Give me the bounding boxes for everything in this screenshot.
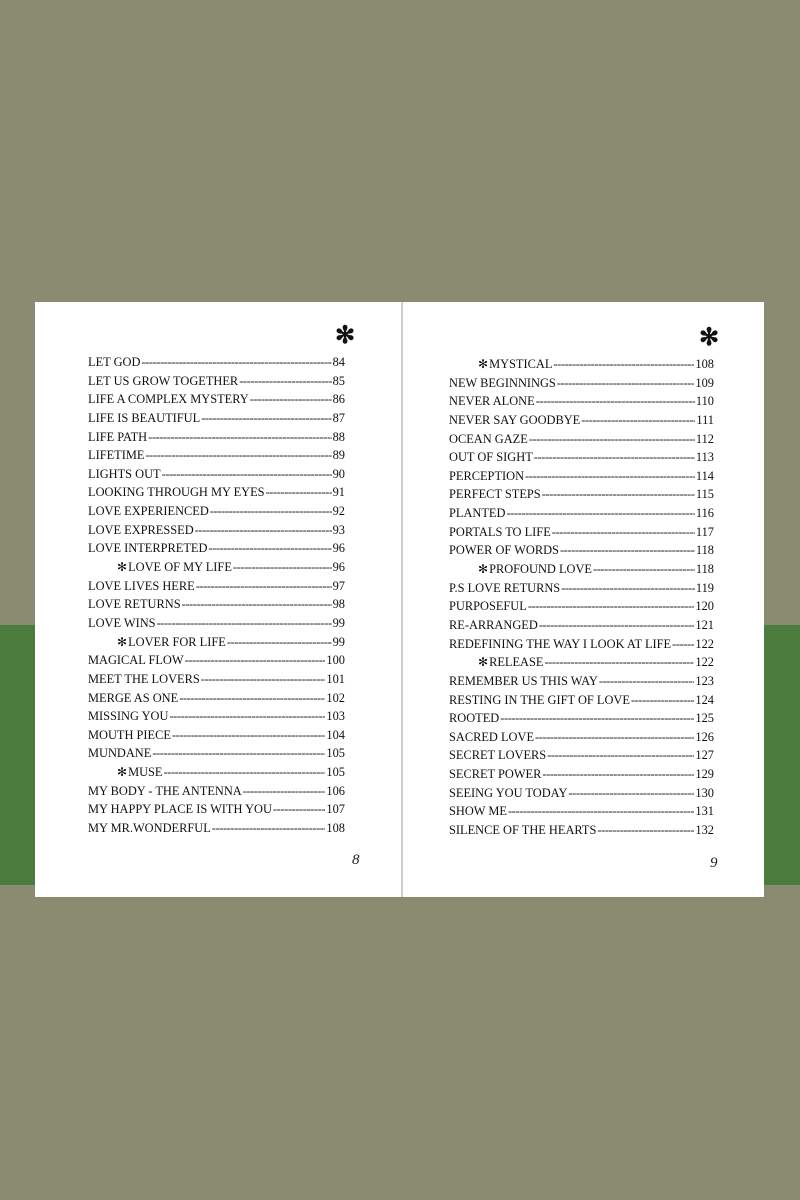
toc-entry-title: MY BODY - THE ANTENNA (88, 783, 242, 798)
toc-entry-page: 98 (332, 597, 345, 612)
dot-leader (172, 728, 325, 743)
toc-entry (88, 560, 345, 579)
toc-entry-title: SECRET POWER (449, 767, 542, 782)
toc-entry (88, 448, 345, 467)
toc-entry-page: 103 (326, 709, 345, 724)
toc-entry (88, 728, 345, 747)
toc-entry-title: MYSTICAL (489, 357, 553, 371)
dot-leader (536, 394, 695, 409)
toc-entry (449, 487, 714, 506)
dot-leader (208, 541, 331, 556)
toc-entry-page: 107 (326, 802, 345, 817)
toc-entry-title: NEVER SAY GOODBYE (449, 412, 581, 427)
toc-entry (88, 709, 345, 728)
toc-entry-page: 122 (695, 636, 714, 651)
toc-entry (88, 392, 345, 411)
toc-entry-title: LOVE EXPERIENCED (88, 504, 209, 519)
asterisk-flower-icon: ✻ (478, 655, 489, 670)
dot-leader (552, 525, 695, 540)
dot-leader (250, 392, 332, 407)
toc-entry-page: 87 (332, 410, 345, 425)
toc-entry-page: 119 (695, 580, 714, 595)
dot-leader (179, 691, 325, 706)
toc-entry (88, 430, 345, 449)
toc-entry-title: RELEASE (489, 655, 544, 670)
toc-entry-title: OCEAN GAZE (449, 431, 528, 446)
dot-leader (162, 467, 332, 482)
toc-entry-page: 86 (332, 392, 345, 407)
dot-leader (581, 413, 695, 428)
toc-entry-page: 118 (695, 543, 714, 558)
asterisk-flower-icon: ✻ (117, 560, 128, 575)
toc-entry-title: LIFE PATH (88, 429, 148, 444)
toc-entry (449, 637, 714, 656)
toc-entry (88, 579, 345, 598)
toc-entry-page: 110 (695, 394, 714, 409)
toc-entry-title: MY MR.WONDERFUL (88, 821, 211, 836)
dot-leader (542, 487, 695, 502)
dot-leader (169, 709, 325, 724)
toc-entry (449, 804, 714, 823)
dot-leader (233, 560, 332, 575)
dot-leader (152, 746, 325, 761)
dot-leader (544, 655, 694, 670)
toc-entry-title: OUT OF SIGHT (449, 450, 533, 465)
toc-entry-title: REDEFINING THE WAY I LOOK AT LIFE (449, 636, 672, 651)
toc-entry-page: 116 (695, 506, 714, 521)
dot-leader (145, 448, 331, 463)
dot-leader (599, 674, 695, 689)
toc-entry (88, 765, 345, 784)
toc-entry-page: 90 (332, 466, 345, 481)
right-page (403, 302, 764, 897)
asterisk-flower-icon: ✻ (478, 562, 489, 577)
toc-entry-title: LET GOD (88, 355, 141, 369)
toc-entry-page: 127 (695, 748, 714, 763)
toc-entry-title: PLANTED (449, 506, 506, 521)
toc-entry-title: SACRED LOVE (449, 729, 535, 744)
toc-entry-page: 96 (332, 560, 345, 575)
toc-entry-title: LOVE OF MY LIFE (128, 560, 232, 575)
toc-entry (449, 767, 714, 786)
dot-leader (593, 562, 695, 577)
page-number-right: 9 (710, 855, 718, 871)
toc-entry (449, 469, 714, 488)
dot-leader (500, 711, 694, 726)
toc-entry (449, 450, 714, 469)
toc-entry-page: 101 (326, 671, 345, 686)
asterisk-flower-icon: ✻ (478, 357, 489, 371)
toc-entry-title: P.S LOVE RETURNS (449, 580, 561, 595)
toc-entry-page: 124 (695, 692, 714, 707)
toc-entry-title: MY HAPPY PLACE IS WITH YOU (88, 802, 272, 817)
toc-entry-page: 121 (695, 617, 714, 632)
toc-entry-title: ROOTED (449, 711, 500, 726)
toc-entry (88, 504, 345, 523)
toc-entry-page: 120 (695, 599, 714, 614)
toc-entry-title: MUSE (128, 765, 163, 780)
toc-entry (88, 467, 345, 486)
toc-entry (88, 616, 345, 635)
toc-entry-title: LOOKING THROUGH MY EYES (88, 485, 265, 500)
toc-entry-page: 129 (695, 767, 714, 782)
toc-entry-page: 91 (332, 485, 345, 500)
toc-entry-title: LOVE LIVES HERE (88, 578, 195, 593)
toc-list-right (449, 357, 714, 842)
toc-entry (88, 802, 345, 821)
toc-entry (88, 541, 345, 560)
dot-leader (239, 374, 331, 389)
page-number-left: 8 (352, 852, 360, 868)
left-page (35, 302, 401, 897)
toc-entry-title: LIFE A COMPLEX MYSTERY (88, 392, 249, 407)
toc-entry-page: 100 (326, 653, 345, 668)
toc-entry-page: 84 (332, 355, 345, 369)
toc-entry (449, 357, 714, 376)
dot-leader (266, 485, 332, 500)
dot-leader (182, 597, 332, 612)
dot-leader (525, 469, 695, 484)
toc-entry-page: 99 (332, 634, 345, 649)
dot-leader (212, 821, 326, 836)
toc-entry-title: MUNDANE (88, 746, 152, 761)
toc-entry (449, 543, 714, 562)
toc-entry (88, 355, 345, 374)
toc-entry-page: 105 (326, 746, 345, 761)
toc-entry-page: 93 (332, 522, 345, 537)
dot-leader (542, 767, 694, 782)
toc-entry-page: 88 (332, 429, 345, 444)
toc-entry-page: 126 (695, 729, 714, 744)
toc-entry (449, 711, 714, 730)
toc-entry-title: LOVE WINS (88, 615, 156, 630)
toc-entry-title: SILENCE OF THE HEARTS (449, 823, 597, 838)
toc-entry (88, 635, 345, 654)
dot-leader (534, 450, 695, 465)
toc-entry-page: 113 (695, 450, 714, 465)
toc-entry-page: 89 (332, 448, 345, 463)
asterisk-flower-icon: ✻ (335, 323, 356, 349)
toc-entry-title: LOVE EXPRESSED (88, 522, 194, 537)
toc-entry-page: 131 (695, 804, 714, 819)
toc-entry-page: 122 (695, 655, 714, 670)
toc-entry-title: LET US GROW TOGETHER (88, 373, 239, 388)
toc-entry-title: SEEING YOU TODAY (449, 785, 568, 800)
toc-entry (88, 374, 345, 393)
dot-leader (557, 376, 695, 391)
toc-entry-page: 85 (332, 373, 345, 388)
toc-entry-title: PROFOUND LOVE (489, 562, 592, 577)
dot-leader (201, 672, 326, 687)
toc-entry-page: 104 (326, 727, 345, 742)
toc-entry-title: NEW BEGINNINGS (449, 375, 556, 390)
dot-leader (210, 504, 332, 519)
dot-leader (535, 730, 694, 745)
toc-entry-title: LOVE RETURNS (88, 597, 181, 612)
dot-leader (273, 802, 325, 817)
toc-entry (449, 376, 714, 395)
dot-leader (201, 411, 331, 426)
dot-leader (631, 693, 694, 708)
toc-entry-title: PORTALS TO LIFE (449, 524, 551, 539)
toc-entry-title: MEET THE LOVERS (88, 671, 200, 686)
dot-leader (547, 748, 694, 763)
toc-entry (88, 653, 345, 672)
toc-entry-title: LOVER FOR LIFE (128, 634, 226, 649)
toc-entry (449, 823, 714, 842)
toc-entry (88, 523, 345, 542)
toc-entry-title: PURPOSEFUL (449, 599, 527, 614)
toc-entry (88, 746, 345, 765)
toc-entry-page: 112 (695, 431, 714, 446)
toc-entry (449, 599, 714, 618)
toc-entry (88, 672, 345, 691)
dot-leader (539, 618, 695, 633)
toc-entry-page: 108 (695, 357, 714, 371)
asterisk-flower-icon: ✻ (117, 765, 128, 780)
toc-entry (88, 691, 345, 710)
toc-entry (449, 655, 714, 674)
dot-leader (506, 506, 694, 521)
asterisk-flower-icon: ✻ (117, 634, 128, 649)
toc-entry-title: REMEMBER US THIS WAY (449, 673, 598, 688)
toc-entry-title: LOVE INTERPRETED (88, 541, 208, 556)
toc-entry-title: LIFE IS BEAUTIFUL (88, 410, 201, 425)
toc-entry-title: MERGE AS ONE (88, 690, 179, 705)
dot-leader (508, 804, 694, 819)
toc-entry-page: 99 (332, 615, 345, 630)
toc-entry (449, 506, 714, 525)
toc-entry (449, 581, 714, 600)
dot-leader (672, 637, 694, 652)
toc-entry-title: PERFECT STEPS (449, 487, 541, 502)
toc-entry-title: LIFETIME (88, 448, 145, 463)
dot-leader (164, 765, 326, 780)
toc-entry-page: 130 (695, 785, 714, 800)
toc-entry-page: 118 (695, 562, 714, 577)
toc-entry (449, 432, 714, 451)
toc-entry (88, 821, 345, 840)
dot-leader (560, 543, 695, 558)
toc-entry (449, 413, 714, 432)
dot-leader (185, 653, 326, 668)
toc-entry-title: RE-ARRANGED (449, 617, 538, 632)
dot-leader (227, 635, 332, 650)
toc-entry (449, 786, 714, 805)
toc-entry (88, 411, 345, 430)
toc-entry (449, 674, 714, 693)
toc-entry (449, 394, 714, 413)
toc-entry (449, 693, 714, 712)
toc-entry (88, 784, 345, 803)
toc-entry (449, 730, 714, 749)
toc-entry-page: 111 (696, 412, 714, 427)
toc-entry-title: POWER OF WORDS (449, 543, 559, 558)
toc-entry-page: 132 (695, 823, 714, 838)
dot-leader (196, 579, 332, 594)
toc-entry (449, 748, 714, 767)
toc-entry (449, 525, 714, 544)
toc-entry-page: 105 (326, 765, 345, 780)
asterisk-flower-icon: ✻ (699, 325, 720, 351)
toc-entry-title: MOUTH PIECE (88, 727, 171, 742)
dot-leader (568, 786, 694, 801)
toc-entry-title: NEVER ALONE (449, 394, 535, 409)
dot-leader (529, 432, 695, 447)
dot-leader (553, 357, 694, 372)
dot-leader (157, 616, 332, 631)
toc-entry (88, 597, 345, 616)
toc-entry-title: SECRET LOVERS (449, 748, 547, 763)
dot-leader (561, 581, 695, 596)
toc-entry-page: 92 (332, 504, 345, 519)
dot-leader (243, 784, 326, 799)
toc-entry-page: 123 (695, 673, 714, 688)
dot-leader (141, 355, 331, 370)
toc-entry-title: RESTING IN THE GIFT OF LOVE (449, 692, 630, 707)
book-spread (35, 302, 764, 897)
toc-entry-title: MAGICAL FLOW (88, 653, 184, 668)
toc-entry (449, 618, 714, 637)
dot-leader (148, 430, 332, 445)
toc-entry (449, 562, 714, 581)
toc-entry-title: SHOW ME (449, 804, 507, 819)
toc-list-left (88, 355, 345, 840)
toc-entry-page: 102 (326, 690, 345, 705)
toc-entry-page: 97 (332, 578, 345, 593)
toc-entry-title: MISSING YOU (88, 709, 169, 724)
toc-entry-page: 108 (326, 821, 345, 836)
dot-leader (528, 599, 695, 614)
toc-entry-page: 117 (695, 524, 714, 539)
toc-entry-page: 125 (695, 711, 714, 726)
dot-leader (195, 523, 332, 538)
dot-leader (597, 823, 694, 838)
toc-entry-page: 96 (332, 541, 345, 556)
toc-entry-page: 106 (326, 783, 345, 798)
toc-entry-title: PERCEPTION (449, 468, 525, 483)
toc-entry (88, 485, 345, 504)
toc-entry-title: LIGHTS OUT (88, 466, 161, 481)
toc-entry-page: 115 (695, 487, 714, 502)
toc-entry-page: 109 (695, 375, 714, 390)
toc-entry-page: 114 (695, 468, 714, 483)
